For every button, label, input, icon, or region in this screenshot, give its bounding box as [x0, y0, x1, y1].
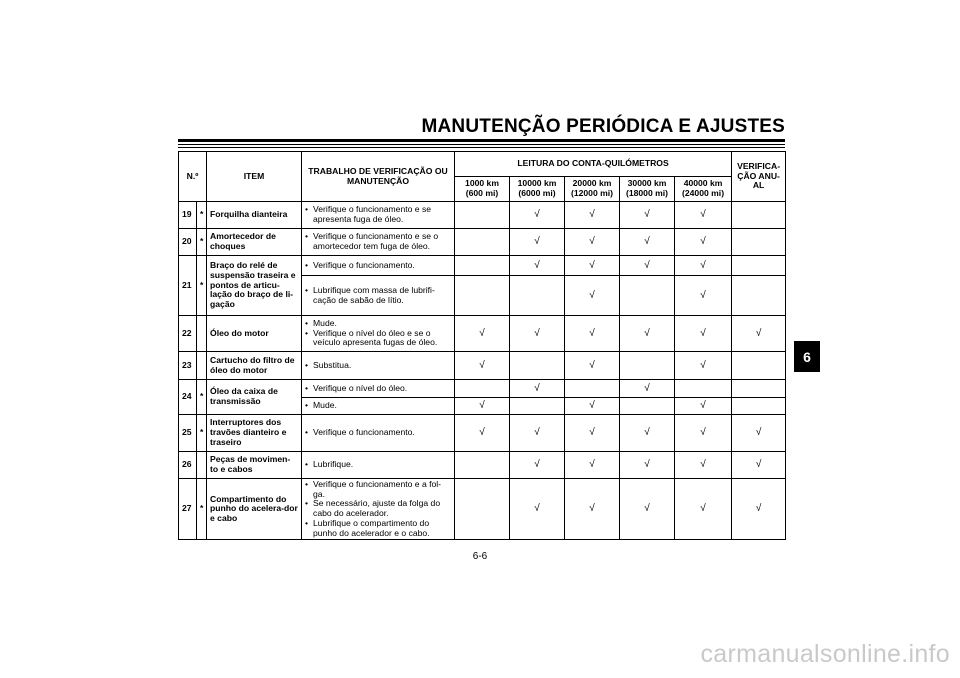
- interval-check-cell: [565, 380, 620, 398]
- interval-check-cell: [675, 276, 732, 316]
- interval-check-cell: [675, 229, 732, 256]
- work-description: [302, 229, 455, 256]
- dealer-service-mark: *: [197, 256, 207, 316]
- interval-check-cell: [565, 479, 620, 540]
- task-item: • Lubrifique.: [305, 460, 451, 470]
- check-mark: √: [479, 327, 485, 339]
- table-row: [179, 316, 786, 352]
- annual-check-cell: [732, 276, 786, 316]
- interval-mi: (600 mi): [465, 188, 499, 198]
- work-description: [302, 316, 455, 352]
- item-name: Cartucho do filtro de óleo do motor: [207, 352, 302, 380]
- check-mark: √: [644, 459, 650, 471]
- interval-check-cell: [675, 256, 732, 276]
- annual-check-cell: [732, 256, 786, 276]
- interval-check-cell: [510, 415, 565, 452]
- check-mark: √: [644, 427, 650, 439]
- interval-check-cell: [510, 380, 565, 398]
- interval-check-cell: [565, 452, 620, 479]
- task-list: [305, 401, 451, 411]
- task-list: [305, 319, 451, 348]
- interval-check-cell: [675, 415, 732, 452]
- interval-check-cell: [620, 229, 675, 256]
- title-rule: [178, 139, 785, 142]
- check-mark: √: [755, 503, 762, 515]
- check-mark: √: [534, 327, 540, 339]
- check-mark: √: [644, 382, 650, 394]
- interval-km: 30000 km: [627, 178, 667, 189]
- check-mark: √: [534, 236, 540, 248]
- annual-check-cell: [732, 415, 786, 452]
- table-row: [179, 202, 786, 229]
- interval-check-cell: [675, 479, 732, 540]
- row-number: 23: [179, 352, 197, 380]
- interval-check-cell: [510, 479, 565, 540]
- dealer-service-mark: [197, 352, 207, 380]
- interval-check-cell: [510, 398, 565, 415]
- work-description: [302, 202, 455, 229]
- task-item: • Se necessário, ajuste da folga do cabo do acelerador.: [305, 499, 451, 518]
- task-list: [305, 428, 451, 438]
- interval-check-cell: [455, 256, 510, 276]
- check-mark: √: [589, 327, 595, 339]
- work-description: [302, 452, 455, 479]
- interval-check-cell: [620, 316, 675, 352]
- check-mark: √: [534, 503, 540, 515]
- chapter-tab: 6: [794, 341, 820, 372]
- work-description: [302, 415, 455, 452]
- table-row: [179, 229, 786, 256]
- interval-km: 10000 km: [517, 178, 557, 189]
- check-mark: √: [589, 459, 595, 471]
- title-rule-thin: [178, 144, 785, 145]
- table-row: [179, 452, 786, 479]
- check-mark: √: [534, 459, 540, 471]
- check-mark: √: [644, 503, 650, 515]
- task-list: [305, 286, 451, 305]
- interval-check-cell: [565, 202, 620, 229]
- task-item: • Mude.: [305, 319, 451, 329]
- task-item: • Verifique o funcionamento.: [305, 428, 451, 438]
- work-description: [302, 479, 455, 540]
- row-number: 25: [179, 415, 197, 452]
- task-item: • Mude.: [305, 401, 451, 411]
- task-item: • Verifique o nível do óleo e se o veículo apresenta fugas de óleo.: [305, 329, 451, 348]
- check-mark: √: [700, 289, 706, 301]
- annual-check-cell: [732, 352, 786, 380]
- interval-check-cell: [510, 316, 565, 352]
- dealer-service-mark: *: [197, 202, 207, 229]
- task-list: [305, 384, 451, 394]
- interval-check-cell: [620, 352, 675, 380]
- item-name: Óleo da caixa de transmissão: [207, 380, 302, 415]
- check-mark: √: [700, 359, 706, 371]
- row-number: 21: [179, 256, 197, 316]
- check-mark: √: [700, 400, 706, 412]
- item-name: Peças de movimen-to e cabos: [207, 452, 302, 479]
- interval-mi: (24000 mi): [682, 188, 725, 198]
- work-description: [302, 380, 455, 398]
- row-number: 26: [179, 452, 197, 479]
- interval-check-cell: [510, 202, 565, 229]
- header-interval-2: [565, 177, 620, 202]
- check-mark: √: [479, 427, 485, 439]
- check-mark: √: [700, 259, 706, 271]
- task-list: [305, 480, 451, 538]
- check-mark: √: [755, 327, 762, 339]
- item-name: Amortecedor de choques: [207, 229, 302, 256]
- task-item: • Verifique o nível do óleo.: [305, 384, 451, 394]
- check-mark: √: [589, 289, 595, 301]
- table-row: [179, 352, 786, 380]
- check-mark: √: [700, 503, 706, 515]
- check-mark: √: [589, 359, 595, 371]
- interval-check-cell: [620, 256, 675, 276]
- interval-check-cell: [565, 256, 620, 276]
- interval-check-cell: [620, 380, 675, 398]
- interval-check-cell: [620, 479, 675, 540]
- header-interval-1: [510, 177, 565, 202]
- check-mark: √: [534, 382, 540, 394]
- check-mark: √: [700, 236, 706, 248]
- work-description: [302, 256, 455, 276]
- task-list: [305, 205, 451, 224]
- page-title: MANUTENÇÃO PERIÓDICA E AJUSTES: [421, 116, 785, 137]
- row-number: 22: [179, 316, 197, 352]
- interval-check-cell: [510, 352, 565, 380]
- check-mark: √: [589, 427, 595, 439]
- interval-check-cell: [455, 479, 510, 540]
- interval-check-cell: [675, 352, 732, 380]
- interval-check-cell: [455, 380, 510, 398]
- interval-check-cell: [565, 229, 620, 256]
- header-interval-4: [675, 177, 732, 202]
- interval-check-cell: [565, 316, 620, 352]
- interval-mi: (6000 mi): [518, 188, 556, 198]
- interval-check-cell: [620, 398, 675, 415]
- interval-check-cell: [620, 415, 675, 452]
- interval-check-cell: [620, 202, 675, 229]
- header-work: TRABALHO DE VERIFICAÇÃO OU MANUTENÇÃO: [302, 152, 455, 202]
- interval-check-cell: [565, 276, 620, 316]
- interval-check-cell: [675, 452, 732, 479]
- header-item: ITEM: [207, 152, 302, 202]
- check-mark: √: [534, 259, 540, 271]
- interval-check-cell: [675, 316, 732, 352]
- interval-km: 20000 km: [572, 178, 612, 189]
- dealer-service-mark: *: [197, 415, 207, 452]
- interval-check-cell: [565, 415, 620, 452]
- item-name: Interruptores dos travões dianteiro e traseiro: [207, 415, 302, 452]
- item-name: Forquilha dianteira: [207, 202, 302, 229]
- annual-check-cell: [732, 380, 786, 398]
- check-mark: √: [755, 459, 762, 471]
- check-mark: √: [589, 503, 595, 515]
- interval-mi: (12000 mi): [570, 188, 614, 198]
- work-description: [302, 352, 455, 380]
- page-number: 6-6: [472, 551, 488, 562]
- dealer-service-mark: [197, 452, 207, 479]
- interval-check-cell: [455, 398, 510, 415]
- annual-check-cell: [732, 316, 786, 352]
- interval-check-cell: [620, 452, 675, 479]
- check-mark: √: [644, 236, 650, 248]
- row-number: 24: [179, 380, 197, 415]
- interval-check-cell: [565, 352, 620, 380]
- task-item: • Verifique o funcionamento e a fol-ga.: [305, 480, 451, 499]
- check-mark: √: [534, 427, 540, 439]
- interval-check-cell: [510, 229, 565, 256]
- task-list: [305, 232, 451, 251]
- check-mark: √: [589, 236, 595, 248]
- dealer-service-mark: *: [197, 479, 207, 540]
- title-rule-thin-2: [178, 147, 785, 148]
- interval-check-cell: [675, 202, 732, 229]
- check-mark: √: [644, 259, 650, 271]
- interval-check-cell: [455, 276, 510, 316]
- check-mark: √: [589, 209, 595, 221]
- task-list: [305, 261, 451, 271]
- dealer-service-mark: *: [197, 229, 207, 256]
- annual-check-cell: [732, 479, 786, 540]
- table-row: [179, 415, 786, 452]
- row-number: 20: [179, 229, 197, 256]
- annual-check-cell: [732, 202, 786, 229]
- maintenance-table: [178, 151, 786, 540]
- task-list: [305, 361, 451, 371]
- header-annual: VERIFICA-ÇÃO ANU-AL: [732, 152, 786, 202]
- table-row: [179, 380, 786, 398]
- item-name: Braço do relé de suspensão traseira e pontos de articu-lação do braço de li-gação: [207, 256, 302, 316]
- interval-check-cell: [455, 316, 510, 352]
- dealer-service-mark: [197, 316, 207, 352]
- header-interval-3: [620, 177, 675, 202]
- header-interval-0: [455, 177, 510, 202]
- interval-check-cell: [455, 229, 510, 256]
- check-mark: √: [700, 327, 706, 339]
- interval-check-cell: [455, 202, 510, 229]
- annual-check-cell: [732, 452, 786, 479]
- interval-check-cell: [455, 415, 510, 452]
- row-number: 19: [179, 202, 197, 229]
- header-odometer: LEITURA DO CONTA-QUILÓMETROS: [455, 152, 732, 177]
- interval-check-cell: [620, 276, 675, 316]
- row-number: 27: [179, 479, 197, 540]
- interval-check-cell: [675, 398, 732, 415]
- interval-check-cell: [510, 256, 565, 276]
- check-mark: √: [534, 209, 540, 221]
- interval-km: 40000 km: [683, 178, 723, 189]
- task-item: • Verifique o funcionamento.: [305, 261, 451, 271]
- check-mark: √: [700, 427, 706, 439]
- task-list: [305, 460, 451, 470]
- check-mark: √: [700, 209, 706, 221]
- check-mark: √: [589, 400, 595, 412]
- interval-check-cell: [510, 452, 565, 479]
- item-name: Óleo do motor: [207, 316, 302, 352]
- interval-km: 1000 km: [465, 178, 499, 189]
- work-description: [302, 276, 455, 316]
- annual-check-cell: [732, 229, 786, 256]
- header-no: N.º: [179, 152, 207, 202]
- annual-check-cell: [732, 398, 786, 415]
- task-item: • Lubrifique o compartimento do punho do acelerador e o cabo.: [305, 519, 451, 538]
- check-mark: √: [589, 259, 595, 271]
- interval-check-cell: [565, 398, 620, 415]
- dealer-service-mark: *: [197, 380, 207, 415]
- item-name: Compartimento do punho do acelera-dor e cabo: [207, 479, 302, 540]
- task-item: • Lubrifique com massa de lubrifi-cação de sabão de lítio.: [305, 286, 451, 305]
- watermark: carmanualsonline.info: [700, 640, 950, 668]
- interval-mi: (18000 mi): [625, 188, 669, 198]
- check-mark: √: [479, 359, 485, 371]
- task-item: • Substitua.: [305, 361, 451, 371]
- work-description: [302, 398, 455, 415]
- interval-check-cell: [455, 452, 510, 479]
- check-mark: √: [755, 427, 762, 439]
- task-item: • Verifique o funcionamento e se o amortecedor tem fuga de óleo.: [305, 232, 451, 251]
- table-row: [179, 479, 786, 540]
- task-item: • Verifique o funcionamento e se apresenta fuga de óleo.: [305, 205, 451, 224]
- check-mark: √: [479, 400, 485, 412]
- check-mark: √: [644, 209, 650, 221]
- check-mark: √: [644, 327, 650, 339]
- interval-check-cell: [510, 276, 565, 316]
- interval-check-cell: [455, 352, 510, 380]
- interval-check-cell: [675, 380, 732, 398]
- check-mark: √: [700, 459, 706, 471]
- table-row: [179, 256, 786, 276]
